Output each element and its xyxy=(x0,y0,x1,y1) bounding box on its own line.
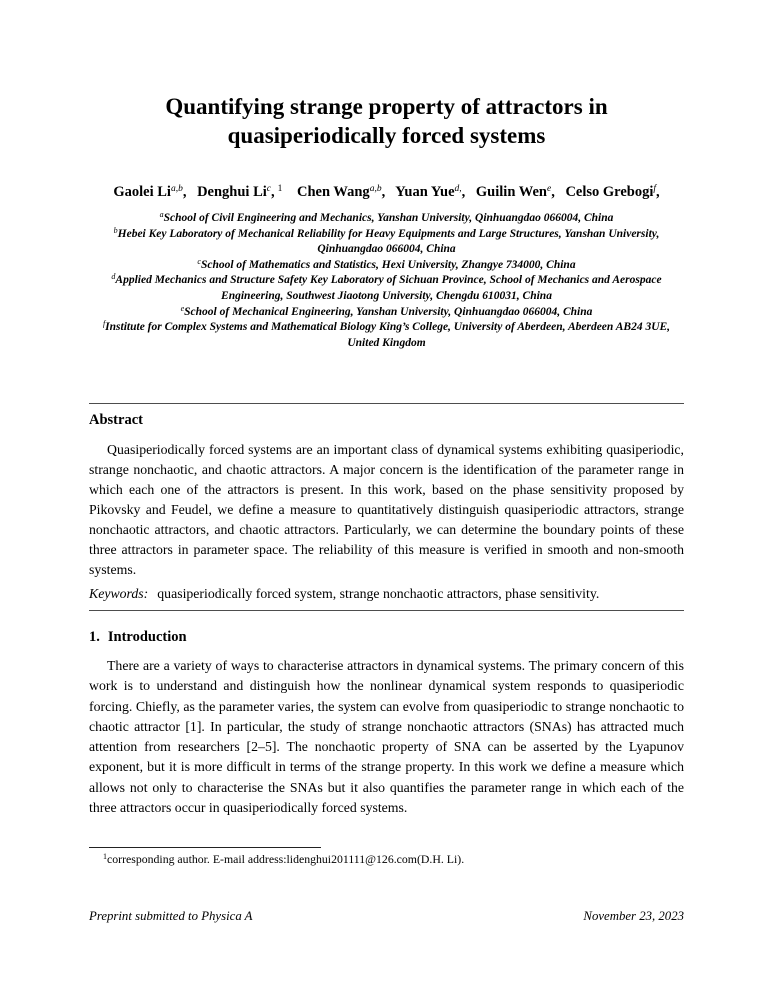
author-name: Yuan Yue xyxy=(395,184,455,200)
introduction-paragraph: There are a variety of ways to characterise attractors in dynamical systems. The primary concern of this work is to understand and distinguish how the nonlinear dynamical system responds to quasiperiodic forcing. Chiefly, as the parameter varies, the system can evolve from quasiperiodic to strange nonchaotic to chaotic attractor [1]. In particular, the study of strange nonchaotic attractors (SNAs) has attracted much attention from researchers [2–5]. The nonchaotic property of SNA can be asserted by the Lyapunov exponent, but it is more difficult in terms of the strange property. In this work we define a measure which allows not only to characterise the SNAs but it also quantifies the parameter range in which each of the three attractors occur in quasiperiodically forced systems. xyxy=(89,658,684,816)
keywords-line xyxy=(89,584,684,604)
author xyxy=(395,184,465,200)
author-affiliation-marker: f xyxy=(653,184,657,194)
author-affiliation-marker: d, xyxy=(454,184,462,194)
section-number: 1. xyxy=(89,629,100,645)
author-name: Chen Wang xyxy=(297,184,370,200)
affiliation xyxy=(111,274,661,302)
footnote-marker: 1 xyxy=(103,852,107,861)
affiliation-marker: f xyxy=(102,319,106,329)
author-name: Guilin Wen xyxy=(475,184,547,200)
author xyxy=(113,184,186,200)
affiliation-marker: c xyxy=(197,256,201,266)
affiliation xyxy=(197,256,576,271)
author-footnote-marker: 1 xyxy=(277,184,283,194)
page-footer xyxy=(89,909,684,924)
author-list xyxy=(89,183,684,201)
affiliation-marker: a xyxy=(159,210,164,219)
author-name: Celso Grebogi xyxy=(565,184,654,200)
footnote-rule xyxy=(89,847,321,848)
keywords-text: quasiperiodically forced system, strange nonchaotic attractors, phase sensitivity. xyxy=(157,586,600,601)
section-title: Introduction xyxy=(107,629,187,645)
affiliation-text: Applied Mechanics and Structure Safety Key Laboratory of Sichuan Province, School of Mechanics and Aerospace Engineering, Southwest Jiaotong University, Chengdu 610031, China xyxy=(115,274,662,302)
paper-title-line2: quasiperiodically forced systems xyxy=(227,123,546,148)
author-name: Denghui Li xyxy=(197,184,267,200)
paper-title-line1: Quantifying strange property of attractors in xyxy=(165,94,608,119)
affiliation xyxy=(113,225,660,256)
author-affiliation-marker: e xyxy=(546,184,552,194)
preprint-notice: Preprint submitted to Physica A xyxy=(89,909,253,923)
author xyxy=(476,184,555,200)
affiliation-marker: e xyxy=(180,303,185,313)
paper-title xyxy=(0,92,773,150)
affiliation-text: School of Mechanical Engineering, Yanshan University, Qinhuangdao 066004, China xyxy=(184,305,593,318)
keywords-label: Keywords: xyxy=(89,586,149,601)
author-separator: , xyxy=(551,184,555,200)
date: November 23, 2023 xyxy=(583,909,684,923)
affiliation-text: School of Civil Engineering and Mechanics, Yanshan University, Qinhuangdao 066004, China xyxy=(163,212,614,224)
author-separator: , xyxy=(381,184,386,200)
affiliation-marker: d xyxy=(111,272,116,282)
author-affiliation-marker: c xyxy=(266,184,272,194)
abstract-top-rule xyxy=(89,403,684,404)
author-separator: , xyxy=(271,184,275,200)
author-affiliation-marker: a,b xyxy=(369,184,382,194)
affiliation xyxy=(103,321,670,349)
affiliation-text: Hebei Key Laboratory of Mechanical Reliability for Heavy Equipments and Large Structures, Yanshan University, Qinhuangdao 066004, China xyxy=(117,227,660,256)
affiliation-text: Institute for Complex Systems and Mathematical Biology King’s College, University of Aberdeen, Aberdeen AB24 3UE, United Kingdom xyxy=(105,321,671,349)
affiliation-marker: b xyxy=(113,225,118,235)
author-affiliation-marker: a,b xyxy=(170,184,183,194)
footnote-text: corresponding author. E-mail address:lidenghui201111@126.com(D.H. Li). xyxy=(107,852,465,866)
affiliation-list xyxy=(89,211,684,351)
author xyxy=(197,184,286,200)
section-heading-introduction xyxy=(89,629,187,646)
corresponding-author-footnote xyxy=(89,852,684,867)
affiliation xyxy=(180,303,593,318)
author-separator: , xyxy=(182,184,187,200)
author xyxy=(565,184,659,200)
author-separator: , xyxy=(461,184,466,200)
author-separator: , xyxy=(656,184,660,200)
author-name: Gaolei Li xyxy=(113,184,171,200)
abstract-bottom-rule xyxy=(89,610,684,611)
affiliation-text: School of Mathematics and Statistics, Hexi University, Zhangye 734000, China xyxy=(200,258,576,271)
affiliation xyxy=(160,212,614,224)
abstract-paragraph: Quasiperiodically forced systems are an important class of dynamical systems exhibiting quasiperiodic, strange nonchaotic, and chaotic attractors. A major concern is the identification of the parameter range in which each one of the attractors is present. In this work, based on the phase sensitivity proposed by Pikovsky and Feudel, we define a measure to quantitatively distinguish quasiperiodic attractors, strange nonchaotic attractors, and chaotic attractors. Particularly, we can determine the boundary points of these three attractors in parameter space. The reliability of this measure is verified in smooth and non-smooth systems. xyxy=(89,442,684,577)
author xyxy=(297,184,385,200)
abstract-heading: Abstract xyxy=(89,412,143,428)
